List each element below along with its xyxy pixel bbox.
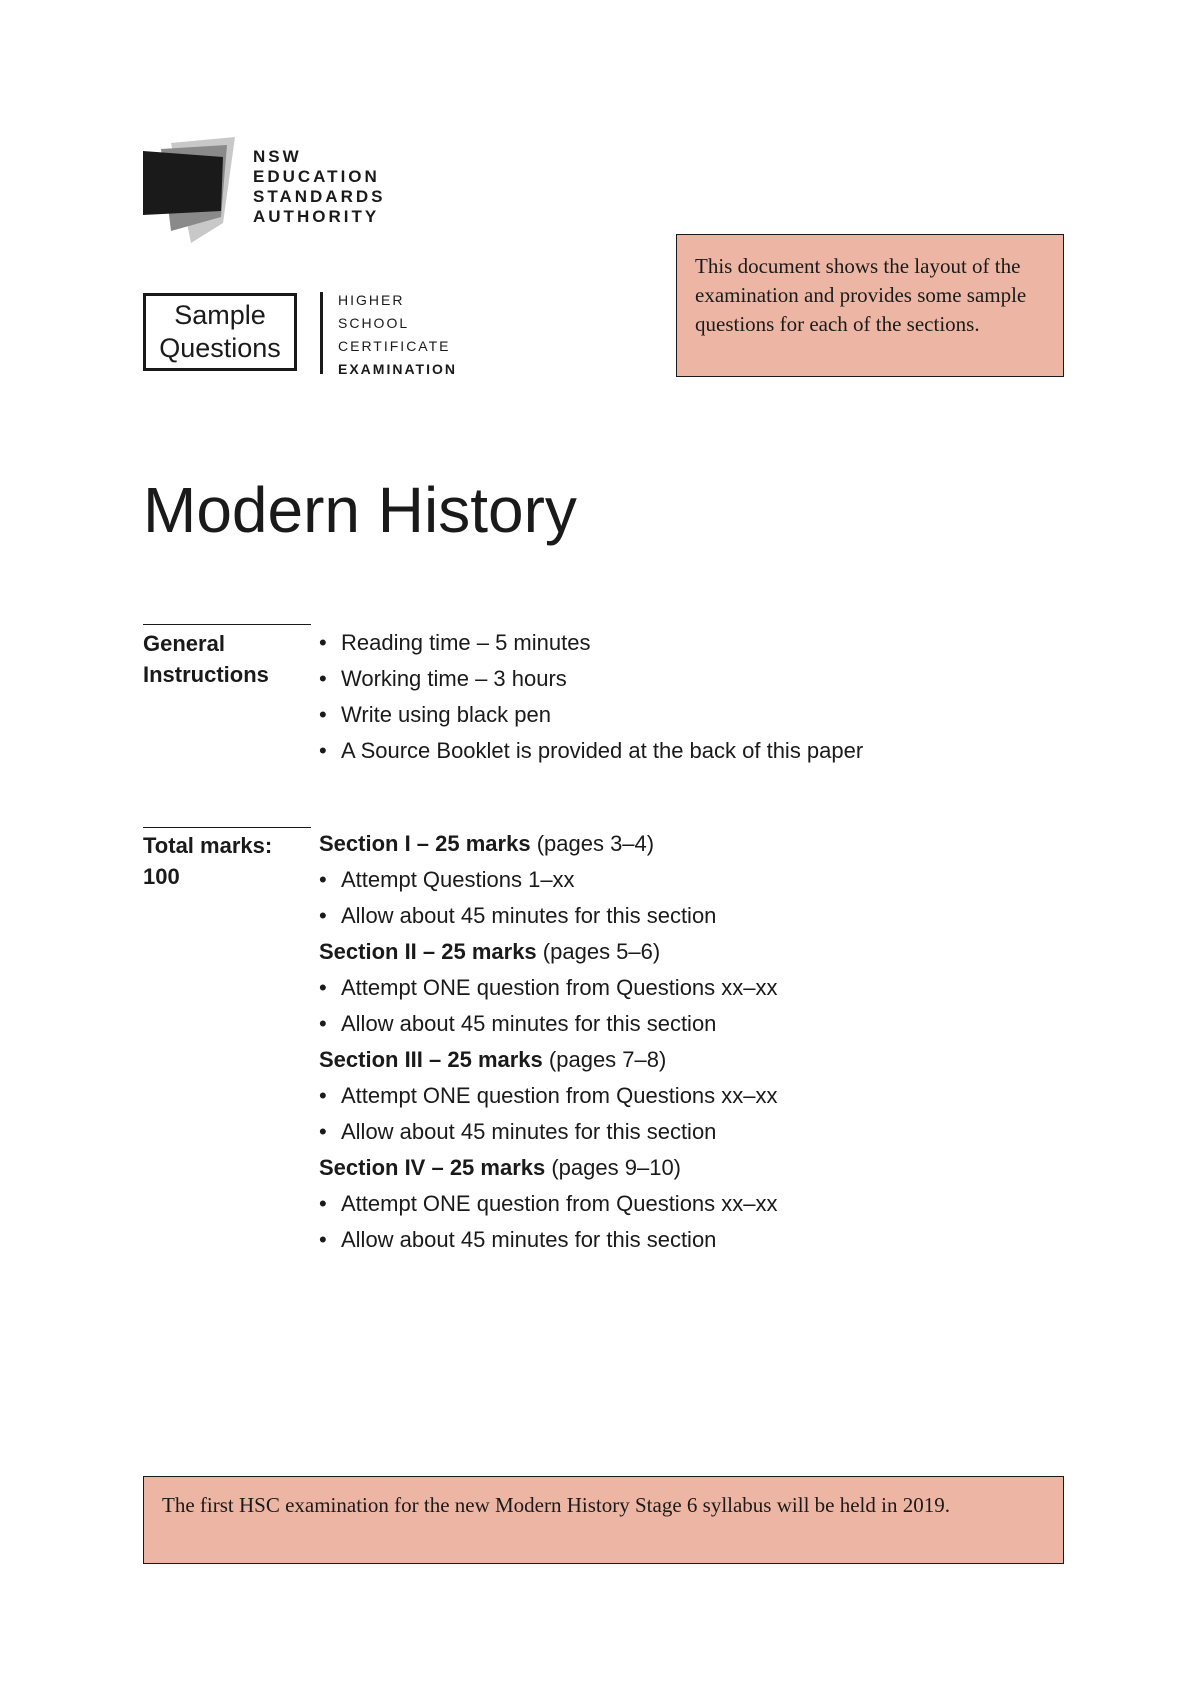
list-item bbox=[319, 625, 863, 661]
label-line: Total marks: bbox=[143, 833, 273, 858]
label-line: Instructions bbox=[143, 662, 269, 687]
item-text: Allow about 45 minutes for this section bbox=[341, 1119, 717, 1144]
list-item bbox=[319, 661, 863, 697]
bullet-icon: • bbox=[319, 630, 327, 655]
item-text: Working time – 3 hours bbox=[341, 666, 567, 691]
logo-line: AUTHORITY bbox=[253, 207, 380, 226]
bullet-icon: • bbox=[319, 1083, 327, 1108]
item-text: Attempt Questions 1–xx bbox=[341, 867, 575, 892]
item-text: Attempt ONE question from Questions xx–xx bbox=[341, 1191, 778, 1216]
hsc-line: CERTIFICATE bbox=[338, 338, 451, 354]
total-marks-label bbox=[143, 830, 272, 892]
syllabus-notice: The first HSC examination for the new Modern History Stage 6 syllabus will be held in 2019. bbox=[143, 1476, 1064, 1564]
divider bbox=[143, 624, 311, 625]
hsc-line: EXAMINATION bbox=[338, 361, 457, 377]
section-pages: (pages 3–4) bbox=[536, 831, 655, 856]
bullet-icon: • bbox=[319, 1191, 327, 1216]
bullet-icon: • bbox=[319, 903, 327, 928]
section-title: Section III – 25 marks bbox=[319, 1047, 543, 1072]
section-block bbox=[319, 1150, 778, 1258]
section-title: Section IV – 25 marks bbox=[319, 1155, 546, 1180]
item-text: Allow about 45 minutes for this section bbox=[341, 1227, 717, 1252]
page-title: Modern History bbox=[143, 474, 577, 546]
list-item bbox=[319, 1222, 778, 1258]
list-item bbox=[319, 733, 863, 769]
list-item bbox=[319, 898, 778, 934]
general-instructions-list bbox=[319, 625, 863, 769]
list-item bbox=[319, 970, 778, 1006]
list-item bbox=[319, 1114, 778, 1150]
section-block bbox=[319, 1042, 778, 1150]
label-line: 100 bbox=[143, 864, 180, 889]
logo-line: STANDARDS bbox=[253, 187, 386, 206]
section-block bbox=[319, 934, 778, 1042]
label-line: General bbox=[143, 631, 225, 656]
list-item bbox=[319, 1078, 778, 1114]
logo-line: NSW bbox=[253, 147, 302, 166]
sections-list bbox=[319, 826, 778, 1258]
bullet-icon: • bbox=[319, 1119, 327, 1144]
nesa-logo-text bbox=[253, 147, 385, 227]
item-text: Allow about 45 minutes for this section bbox=[341, 903, 717, 928]
item-text: Write using black pen bbox=[341, 702, 551, 727]
list-item bbox=[319, 1006, 778, 1042]
item-text: A Source Booklet is provided at the back of this paper bbox=[341, 738, 864, 763]
questions-line: Questions bbox=[159, 333, 281, 363]
sample-questions-badge bbox=[143, 293, 297, 371]
list-item bbox=[319, 862, 778, 898]
section-heading bbox=[319, 934, 778, 970]
section-heading bbox=[319, 1150, 778, 1186]
hsc-line: SCHOOL bbox=[338, 315, 410, 331]
section-block bbox=[319, 826, 778, 934]
section-heading bbox=[319, 1042, 778, 1078]
nesa-logo-mark-icon bbox=[143, 135, 238, 245]
hsc-wordmark bbox=[338, 289, 457, 381]
bullet-icon: • bbox=[319, 1011, 327, 1036]
hsc-line: HIGHER bbox=[338, 292, 405, 308]
general-instructions-label bbox=[143, 628, 269, 690]
list-item bbox=[319, 697, 863, 733]
item-text: Attempt ONE question from Questions xx–xx bbox=[341, 1083, 778, 1108]
bullet-icon: • bbox=[319, 666, 327, 691]
bullet-icon: • bbox=[319, 702, 327, 727]
item-text: Reading time – 5 minutes bbox=[341, 630, 591, 655]
nesa-logo bbox=[143, 135, 403, 245]
section-pages: (pages 5–6) bbox=[542, 939, 661, 964]
section-pages: (pages 9–10) bbox=[551, 1155, 682, 1180]
list-item bbox=[319, 1186, 778, 1222]
sample-line: Sample bbox=[174, 300, 266, 330]
bullet-icon: • bbox=[319, 1227, 327, 1252]
hsc-divider bbox=[320, 292, 323, 374]
item-text: Allow about 45 minutes for this section bbox=[341, 1011, 717, 1036]
item-text: Attempt ONE question from Questions xx–xx bbox=[341, 975, 778, 1000]
section-title: Section I – 25 marks bbox=[319, 831, 531, 856]
divider bbox=[143, 827, 311, 828]
bullet-icon: • bbox=[319, 975, 327, 1000]
logo-line: EDUCATION bbox=[253, 167, 380, 186]
section-title: Section II – 25 marks bbox=[319, 939, 537, 964]
bullet-icon: • bbox=[319, 867, 327, 892]
section-heading bbox=[319, 826, 778, 862]
bullet-icon: • bbox=[319, 738, 327, 763]
layout-notice: This document shows the layout of the examination and provides some sample questions for each of the sections. bbox=[676, 234, 1064, 377]
section-pages: (pages 7–8) bbox=[548, 1047, 667, 1072]
